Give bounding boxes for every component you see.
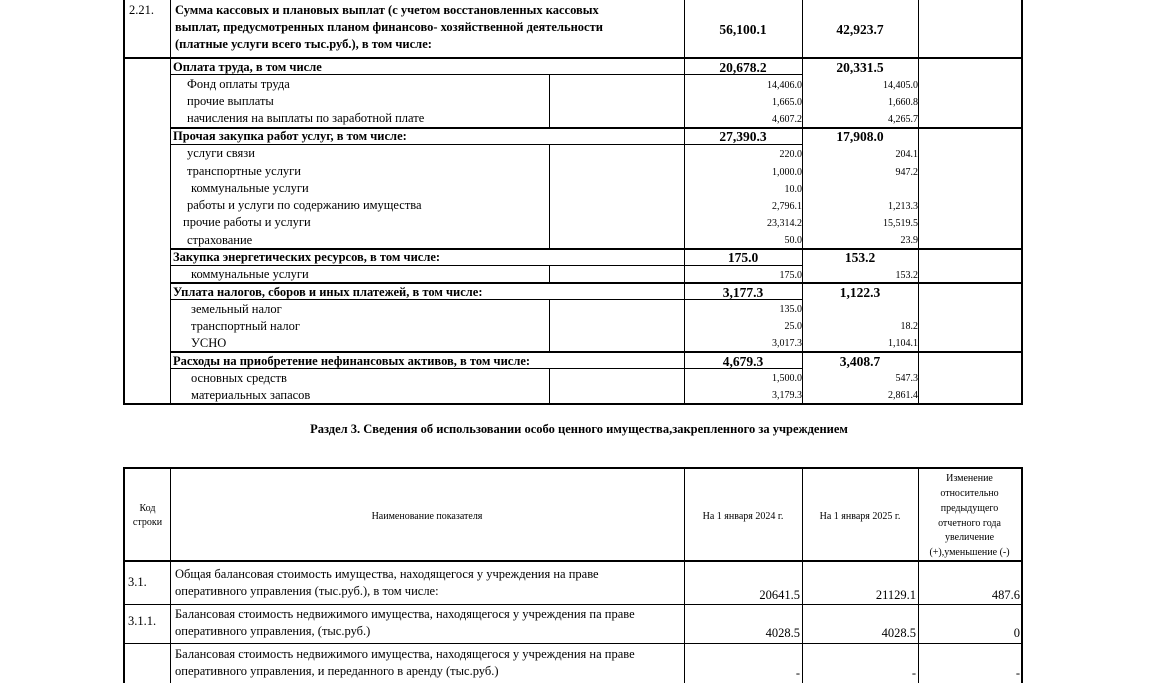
item-value: 135.0 xyxy=(779,304,802,315)
item-label: материальных запасов xyxy=(191,388,311,402)
value-2025: - xyxy=(911,666,916,680)
item-label: транспортный налог xyxy=(191,319,301,333)
value-2024: - xyxy=(795,666,800,680)
value-2024: 4028.5 xyxy=(765,626,800,640)
group-label: Прочая закупка работ услуг, в том числе: xyxy=(173,129,407,143)
header-change: Изменение xyxy=(946,473,993,484)
row-divider xyxy=(125,643,1021,644)
item-label: страхование xyxy=(187,233,253,247)
item-value: 947.2 xyxy=(895,167,918,178)
item-value: 4,607.2 xyxy=(772,114,802,125)
item-value: 153.2 xyxy=(895,270,918,281)
row-code: 3.1. xyxy=(128,575,147,589)
item-value: 25.0 xyxy=(784,321,802,332)
column-divider xyxy=(170,469,171,683)
header-2025: На 1 января 2025 г. xyxy=(819,511,901,522)
item-value: 1,213.3 xyxy=(888,201,918,212)
row-label-line: оперативного управления, и переданного в аренду (тыс.руб.) xyxy=(175,664,499,678)
header-change: увеличение xyxy=(944,532,995,543)
value-2025: 4028.5 xyxy=(881,626,916,640)
item-label: Фонд оплаты труда xyxy=(187,77,290,91)
item-divider xyxy=(549,299,550,352)
item-label: работы и услуги по содержанию имущества xyxy=(187,198,422,212)
column-divider xyxy=(918,0,919,403)
item-divider xyxy=(549,75,550,128)
item-divider xyxy=(549,369,550,403)
header-2024: На 1 января 2024 г. xyxy=(702,511,784,522)
group-value: 20,678.2 xyxy=(719,60,767,75)
item-divider xyxy=(549,144,550,249)
item-value: 3,017.3 xyxy=(772,338,802,349)
item-value: 175.0 xyxy=(779,270,802,281)
item-value: 10.0 xyxy=(784,184,802,195)
row-label-line: Балансовая стоимость недвижимого имущества, находящегося у учреждения на праве xyxy=(175,647,635,661)
item-value: 15,519.5 xyxy=(883,218,918,229)
row-divider xyxy=(125,57,1021,59)
group-value: 3,177.3 xyxy=(722,285,764,300)
group-label: Расходы на приобретение нефинансовых активов, в том числе: xyxy=(173,354,531,368)
item-label: основных средств xyxy=(191,371,287,385)
row-label-line: Общая балансовая стоимость имущества, находящегося у учреждения на праве xyxy=(175,567,599,581)
item-value: 23,314.2 xyxy=(767,218,802,229)
row-label-line: оперативного управления (тыс.руб.), в том числе: xyxy=(175,584,439,598)
row-code: 2.21. xyxy=(129,3,154,17)
expenses-table xyxy=(123,0,1023,405)
item-value: 1,665.0 xyxy=(772,97,802,108)
item-value: 1,104.1 xyxy=(888,338,918,349)
item-value: 23.9 xyxy=(900,235,918,246)
group-label: Оплата труда, в том числе xyxy=(173,60,322,74)
header-code: Код xyxy=(139,503,156,514)
header-change: отчетного года xyxy=(938,518,1001,529)
column-divider xyxy=(802,469,803,683)
header-code: строки xyxy=(132,517,163,528)
value-change: 487.6 xyxy=(991,588,1020,602)
item-value: 2,861.4 xyxy=(888,390,918,401)
section-title: Раздел 3. Сведения об использовании особо ценного имущества,закрепленного за учреждением xyxy=(310,422,848,436)
value-change: - xyxy=(1015,666,1020,680)
value-2025: 21129.1 xyxy=(875,588,916,602)
row-code: 3.1.1. xyxy=(128,614,157,628)
header-change: (+),уменьшение (-) xyxy=(929,547,1010,558)
item-label: услуги связи xyxy=(187,146,255,160)
item-value: 1,000.0 xyxy=(772,167,802,178)
group-value: 1,122.3 xyxy=(839,285,881,300)
item-label: УСНО xyxy=(191,336,227,350)
column-divider xyxy=(170,0,171,403)
row-divider xyxy=(170,351,1021,353)
item-value: 50.0 xyxy=(784,235,802,246)
value-cell: 56,100.1 xyxy=(719,22,767,37)
item-label: прочие работы и услуги xyxy=(183,215,311,229)
item-label: прочие выплаты xyxy=(187,94,274,108)
group-label: Уплата налогов, сборов и иных платежей, в том числе: xyxy=(173,285,483,299)
item-value: 204.1 xyxy=(895,149,918,160)
item-value: 14,406.0 xyxy=(767,80,802,91)
group-value: 3,408.7 xyxy=(839,354,881,369)
row-label-line: оперативного управления, (тыс.руб.) xyxy=(175,624,371,638)
row-divider xyxy=(170,282,1021,284)
group-value: 153.2 xyxy=(844,250,876,265)
group-value: 27,390.3 xyxy=(719,129,767,144)
header-name: Наименование показателя xyxy=(371,511,483,522)
group-value: 4,679.3 xyxy=(722,354,764,369)
item-value: 1,500.0 xyxy=(772,373,802,384)
group-value: 20,331.5 xyxy=(836,60,884,75)
group-value: 17,908.0 xyxy=(836,129,884,144)
row-divider xyxy=(125,604,1021,605)
item-value: 1,660.8 xyxy=(888,97,918,108)
header-change: относительно xyxy=(940,488,999,499)
property-table xyxy=(123,467,1023,683)
value-cell: 42,923.7 xyxy=(836,22,884,37)
row-label-line: (платные услуги всего тыс.руб.), в том числе: xyxy=(175,37,432,51)
item-value: 3,179.3 xyxy=(772,390,802,401)
item-value: 14,405.0 xyxy=(883,80,918,91)
value-2024: 20641.5 xyxy=(759,588,800,602)
header-change: предыдущего xyxy=(940,503,999,514)
row-divider xyxy=(125,560,1021,562)
group-value: 175.0 xyxy=(727,250,759,265)
item-label: земельный налог xyxy=(191,302,282,316)
row-label-line: выплат, предусмотренных планом финансово- хозяйственной деятельности xyxy=(175,20,603,34)
item-label: коммунальные услуги xyxy=(191,267,309,281)
item-label: коммунальные услуги xyxy=(191,181,309,195)
item-value: 2,796.1 xyxy=(772,201,802,212)
row-label-line: Сумма кассовых и плановых выплат (с учетом восстановленных кассовых xyxy=(175,3,599,17)
row-label-line: Балансовая стоимость недвижимого имущества, находящегося у учреждения па праве xyxy=(175,607,635,621)
item-value: 547.3 xyxy=(895,373,918,384)
item-label: транспортные услуги xyxy=(187,164,302,178)
item-divider xyxy=(549,266,550,282)
value-change: 0 xyxy=(1013,626,1020,640)
item-value: 220.0 xyxy=(779,149,802,160)
item-value: 18.2 xyxy=(900,321,918,332)
column-divider xyxy=(918,469,919,683)
group-label: Закупка энергетических ресурсов, в том числе: xyxy=(173,250,441,264)
item-value: 4,265.7 xyxy=(888,114,918,125)
item-label: начисления на выплаты по заработной плате xyxy=(187,111,425,125)
column-divider xyxy=(684,469,685,683)
